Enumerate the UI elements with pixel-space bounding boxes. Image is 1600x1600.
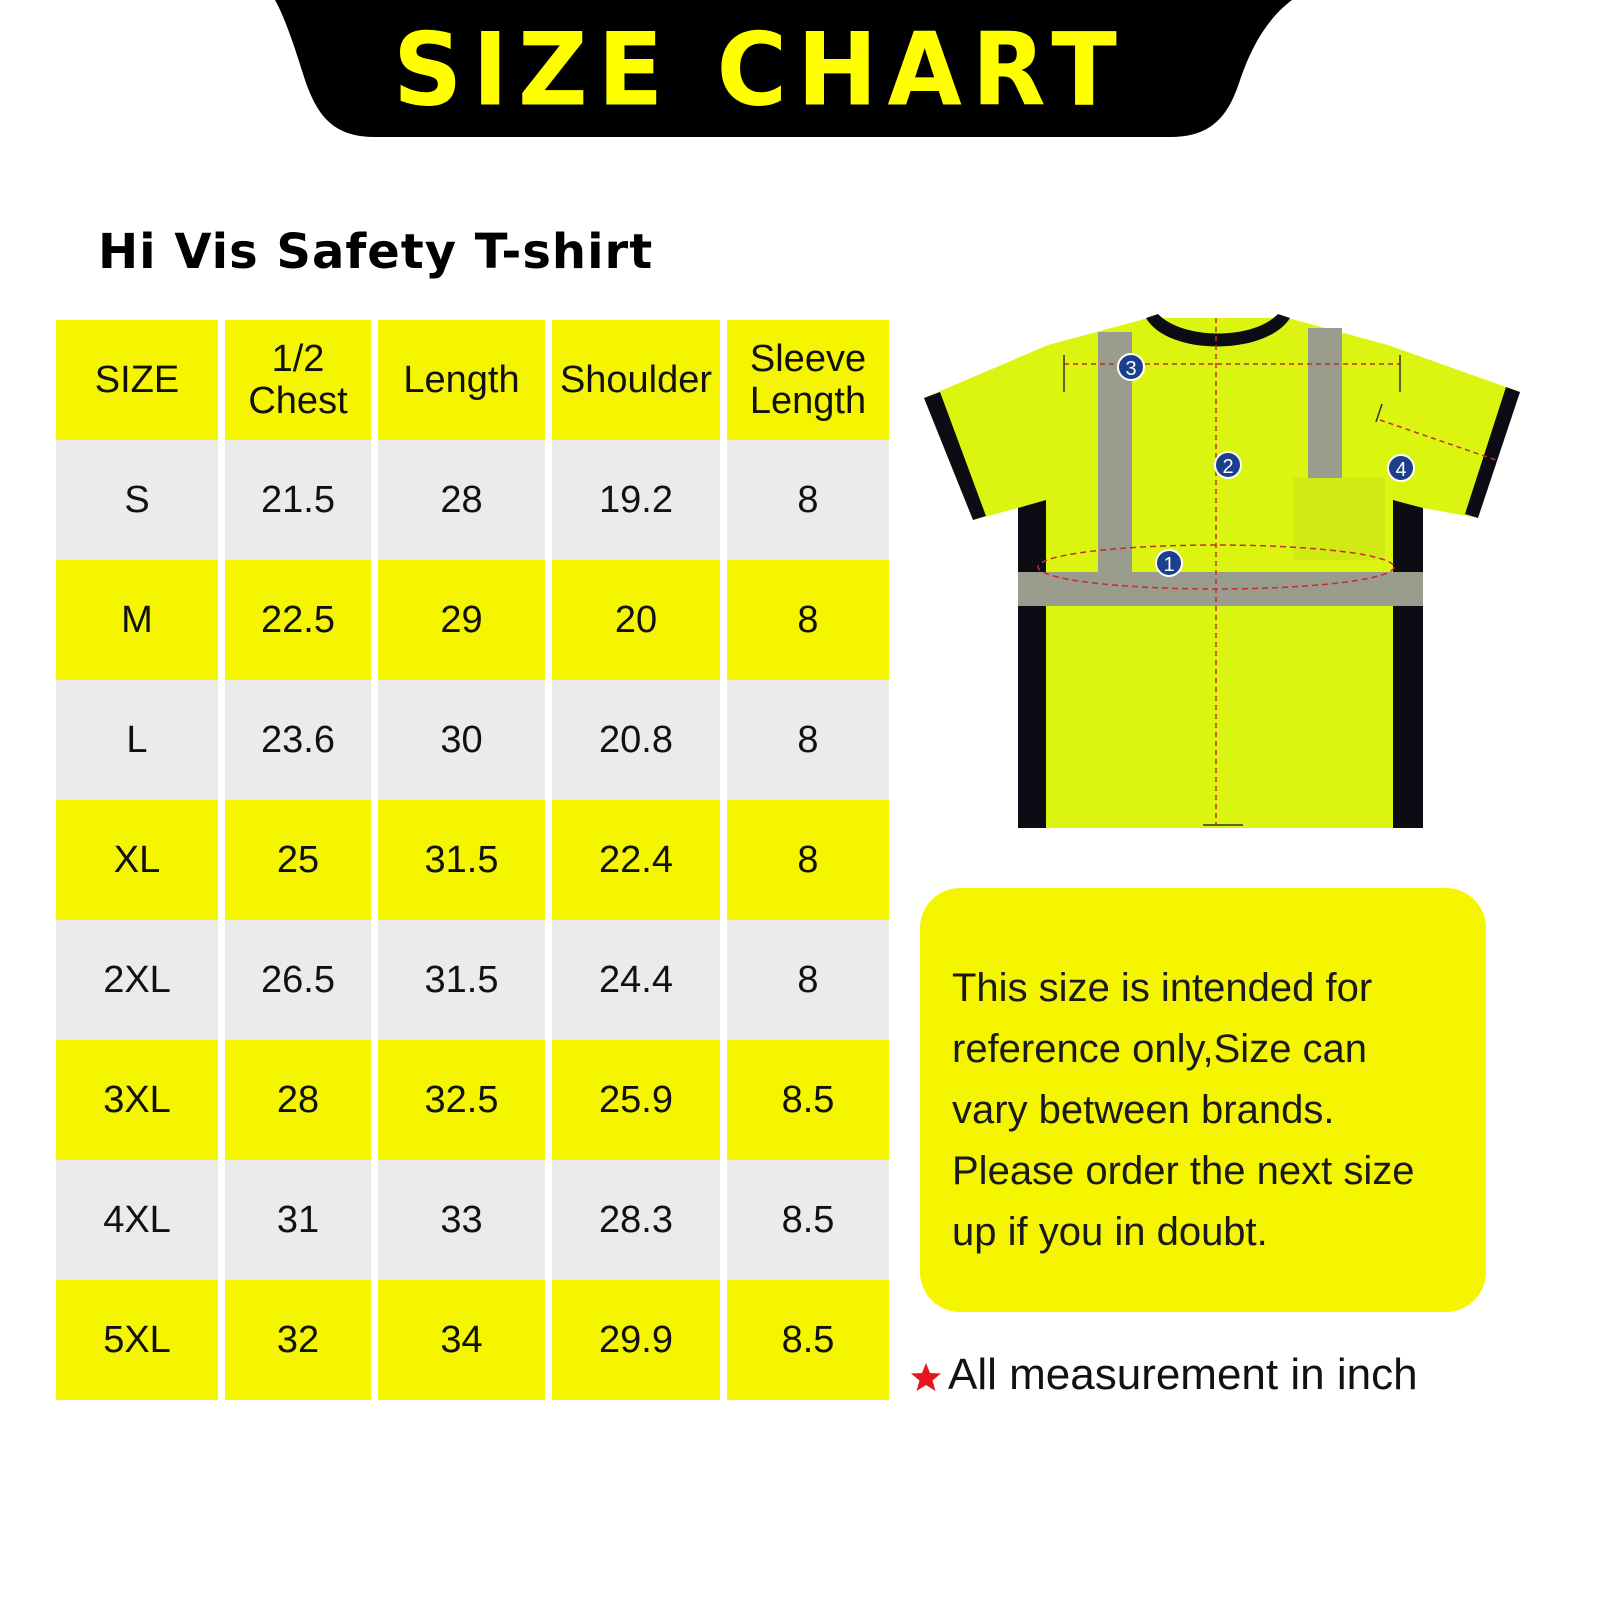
size-note-box: [920, 888, 1486, 1312]
cell-half-chest: 23.6: [225, 680, 378, 800]
cell-half-chest: 22.5: [225, 560, 378, 680]
table-row: [56, 920, 889, 1040]
header-line: Length: [749, 380, 867, 422]
cell-size: 5XL: [56, 1280, 225, 1400]
header-length: [378, 320, 552, 440]
cell-shoulder: 25.9: [552, 1040, 727, 1160]
cell-length: 28: [378, 440, 552, 560]
cell-sleeve-length: 8.5: [727, 1160, 889, 1280]
marker-3-icon: [1118, 354, 1144, 380]
product-title: Hi Vis Safety T-shirt: [98, 224, 654, 280]
cell-shoulder: 20.8: [552, 680, 727, 800]
header-half-chest: [225, 320, 378, 440]
size-note-text: [952, 958, 1472, 1263]
table-row: [56, 440, 889, 560]
cell-half-chest: 28: [225, 1040, 378, 1160]
marker-1-icon: [1156, 550, 1182, 576]
cell-shoulder: 22.4: [552, 800, 727, 920]
header-line: Sleeve: [749, 338, 867, 380]
note-line: reference only,Size can: [952, 1027, 1368, 1071]
note-line: This size is intended for: [952, 966, 1373, 1010]
table-header-row: [56, 320, 889, 440]
cell-sleeve-length: 8: [727, 680, 889, 800]
table-row: [56, 1160, 889, 1280]
cell-length: 30: [378, 680, 552, 800]
marker-label: 4: [1395, 459, 1407, 481]
header-line: Chest: [248, 380, 348, 422]
table-row: [56, 1280, 889, 1400]
cell-size: 2XL: [56, 920, 225, 1040]
footnote-text: All measurement in inch: [948, 1350, 1418, 1399]
cell-sleeve-length: 8.5: [727, 1280, 889, 1400]
cell-length: 31.5: [378, 920, 552, 1040]
cell-shoulder: 28.3: [552, 1160, 727, 1280]
cell-half-chest: 21.5: [225, 440, 378, 560]
cell-length: 31.5: [378, 800, 552, 920]
cell-half-chest: 26.5: [225, 920, 378, 1040]
cell-length: 34: [378, 1280, 552, 1400]
table-row: [56, 560, 889, 680]
cell-size: S: [56, 440, 225, 560]
cell-size: M: [56, 560, 225, 680]
cell-sleeve-length: 8: [727, 560, 889, 680]
cell-sleeve-length: 8: [727, 800, 889, 920]
page-title: SIZE CHART: [393, 11, 1127, 129]
cell-sleeve-length: 8.5: [727, 1040, 889, 1160]
cell-shoulder: 19.2: [552, 440, 727, 560]
marker-label: 1: [1163, 554, 1175, 576]
header-shoulder: [552, 320, 727, 440]
marker-label: 2: [1222, 456, 1234, 478]
table-row: [56, 680, 889, 800]
cell-half-chest: 31: [225, 1160, 378, 1280]
cell-sleeve-length: 8: [727, 920, 889, 1040]
cell-length: 29: [378, 560, 552, 680]
tshirt-diagram: [918, 310, 1528, 840]
header-size: [56, 320, 225, 440]
header-line: Shoulder: [559, 359, 713, 401]
cell-shoulder: 24.4: [552, 920, 727, 1040]
cell-length: 33: [378, 1160, 552, 1280]
cell-shoulder: 29.9: [552, 1280, 727, 1400]
header-line: Length: [403, 359, 520, 401]
header-line: SIZE: [94, 359, 180, 401]
marker-4-icon: [1388, 455, 1414, 481]
marker-label: 3: [1125, 358, 1137, 380]
table-row: [56, 1040, 889, 1160]
header-banner: [0, 0, 1600, 140]
measure-markers: [918, 310, 1528, 840]
size-table: [56, 320, 889, 1400]
cell-length: 32.5: [378, 1040, 552, 1160]
cell-size: 4XL: [56, 1160, 225, 1280]
note-line: vary between brands.: [952, 1088, 1335, 1132]
header-sleeve-length: [727, 320, 889, 440]
table-row: [56, 800, 889, 920]
note-line: up if you in doubt.: [952, 1210, 1268, 1254]
cell-half-chest: 32: [225, 1280, 378, 1400]
header-line: 1/2: [271, 338, 325, 380]
cell-size: L: [56, 680, 225, 800]
note-line: Please order the next size: [952, 1149, 1415, 1193]
measurement-footnote: [910, 1350, 1418, 1400]
cell-shoulder: 20: [552, 560, 727, 680]
star-icon: [910, 1361, 942, 1393]
cell-size: 3XL: [56, 1040, 225, 1160]
cell-size: XL: [56, 800, 225, 920]
cell-sleeve-length: 8: [727, 440, 889, 560]
marker-2-icon: [1215, 452, 1241, 478]
cell-half-chest: 25: [225, 800, 378, 920]
